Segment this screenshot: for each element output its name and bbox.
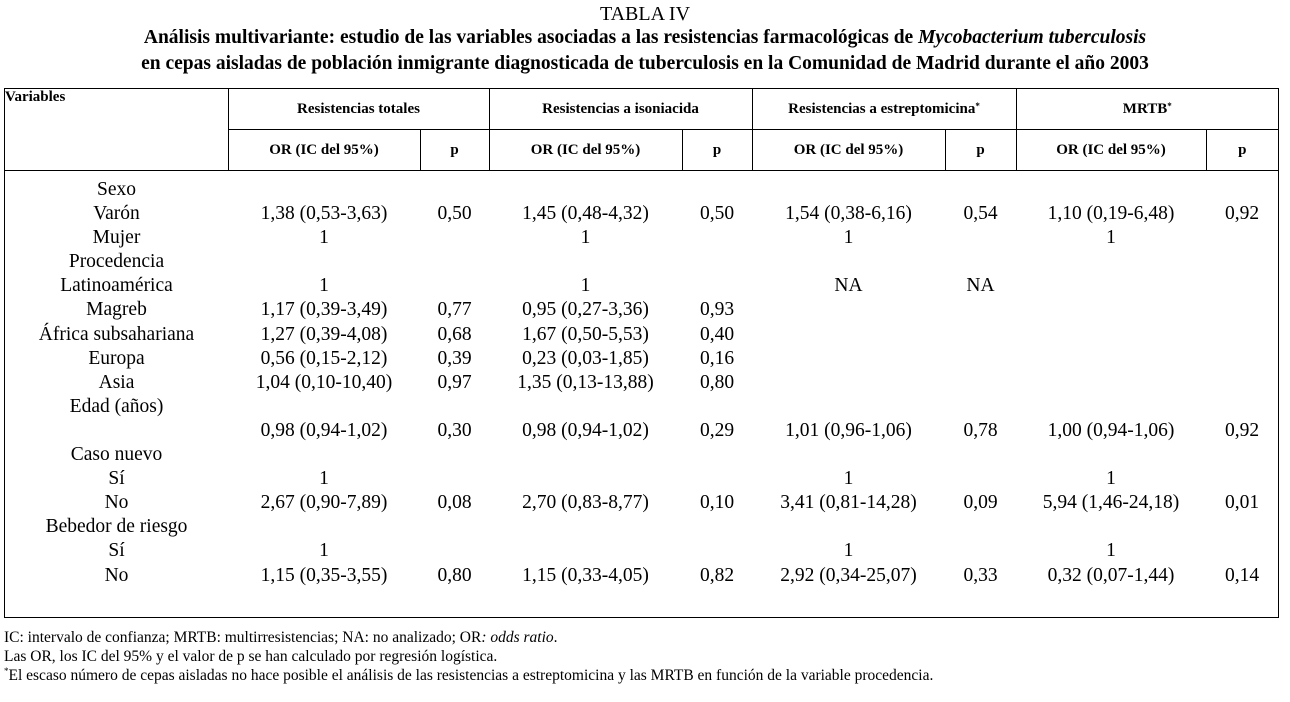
cell-or: 5,94 (1,46-24,18) [1042,492,1180,514]
cell-p: 0,93 [699,299,735,321]
cell-or: 1 [319,540,329,562]
cell-or: 1 [843,468,854,490]
cell-or: 0,23 (0,03-1,85) [522,347,649,369]
subheader-or: OR (IC del 95%) [228,130,420,171]
cell-p: 0,68 [437,323,472,345]
subheader-p: p [945,130,1016,171]
cell-or: 1,00 (0,94-1,06) [1047,419,1175,441]
row-label: No [104,492,129,514]
cell-p: 0,80 [699,371,735,393]
row-label: No [104,564,129,586]
cell-or: 3,41 (0,81-14,28) [780,492,917,514]
cell-p: 0,33 [963,564,998,586]
group-label: Bebedor de riesgo [45,516,188,538]
cell-p: 0,01 [1224,492,1260,514]
row-label: Asia [98,371,135,393]
footnote-method: Las OR, los IC del 95% y el valor de p se han calculado por regresión logística. [4,648,498,665]
row-label: Europa [88,347,145,369]
group-row-bebedor [5,515,1278,539]
table-row [5,371,1278,395]
cell-p: 0,10 [699,492,735,514]
table-row [5,491,1278,515]
subheader-or: OR (IC del 95%) [1016,130,1206,171]
header-resistencias-estreptomicina: Resistencias a estreptomicina* [752,89,1016,130]
table-footnotes [4,628,933,685]
cell-or: 1,04 (0,10-10,40) [255,371,393,393]
group-row-edad [5,395,1278,419]
cell-p: NA [966,275,995,297]
cell-p: 0,92 [1224,419,1260,441]
cell-or: 1 [580,275,591,297]
header-variables: Variables [5,89,228,171]
table-row [5,347,1278,371]
table-row [5,226,1278,250]
cell-p: 0,14 [1224,564,1260,586]
cell-p: 0,92 [1224,203,1260,225]
table-title-block [0,3,1290,77]
cell-or: 1,45 (0,48-4,32) [522,203,649,225]
row-label: Varón [93,203,140,225]
group-label: Sexo [97,179,136,200]
cell-p: 0,50 [699,203,735,225]
cell-or: 1,38 (0,53-3,63) [260,203,388,225]
cell-or: 1,15 (0,35-3,55) [260,564,388,586]
cell-or: 1 [319,227,329,249]
cell-or: 1 [843,540,854,562]
caption-line-1: Análisis multivariante: estudio de las variables asociadas a las resistencias farmacológicas de Mycobacterium tuberculosis [143,27,1147,48]
row-label: Magreb [86,299,147,321]
cell-or: 2,70 (0,83-8,77) [522,492,649,514]
group-row-procedencia [5,250,1278,274]
cell-or: 1 [319,468,329,490]
table-row [5,564,1278,588]
cell-or: 1 [580,227,591,249]
table-row [5,202,1278,226]
row-label: Sí [108,468,125,490]
cell-or: 1,01 (0,96-1,06) [785,419,912,441]
cell-or: 0,32 (0,07-1,44) [1047,564,1175,586]
cell-p: 0,30 [437,419,472,441]
cell-p: 0,80 [437,564,472,586]
cell-p: 0,39 [437,347,472,369]
group-label: Caso nuevo [70,444,163,466]
cell-or: 0,98 (0,94-1,02) [522,419,649,441]
cell-p: 0,16 [699,347,735,369]
cell-or: NA [834,275,863,297]
subheader-p: p [682,130,752,171]
cell-p: 0,97 [437,371,472,393]
data-table [5,89,1278,588]
cell-p: 0,09 [963,492,998,514]
cell-or: 2,92 (0,34-25,07) [780,564,917,586]
header-resistencias-totales: Resistencias totales [228,89,489,130]
group-label: Edad (años) [69,395,164,417]
table-row [5,467,1278,491]
cell-or: 1 [1106,227,1116,249]
cell-p: 0,78 [963,419,998,441]
cell-p: 0,50 [437,203,472,225]
subheader-p: p [420,130,489,171]
row-label: Mujer [92,227,141,249]
table-row [5,419,1278,443]
footnote-asterisk: *El escaso número de cepas aisladas no hace posible el análisis de las resistencias a estreptomicina y las MRTB en función de la variable procedencia. [4,666,934,684]
header-resistencias-isoniacida: Resistencias a isoniacida [489,89,752,130]
cell-or: 1 [843,227,854,249]
cell-or: 1 [1106,468,1116,490]
cell-p: 0,77 [437,299,472,321]
group-row-sexo [5,178,1278,202]
table-number: TABLA IV [599,3,691,25]
header-mrtb: MRTB* [1016,89,1278,130]
cell-p: 0,40 [699,323,735,345]
row-label: Latinoamérica [60,275,173,297]
footnote-mark: * [975,100,980,111]
cell-or: 1 [319,275,329,297]
group-row-caso-nuevo [5,443,1278,467]
caption-line-2: en cepas aisladas de población inmigrante diagnosticada de tuberculosis en la Comunidad de Madrid durante el año 2003 [141,53,1149,74]
row-label: África subsahariana [38,323,195,345]
cell-or: 0,56 (0,15-2,12) [260,347,388,369]
table-row [5,274,1278,298]
cell-or: 1,15 (0,33-4,05) [522,564,649,586]
cell-or: 1 [1106,540,1116,562]
cell-or: 1,27 (0,39-4,08) [260,323,388,345]
cell-or: 0,98 (0,94-1,02) [260,419,388,441]
species-name: Mycobacterium tuberculosis [918,27,1147,48]
footnote-mark: * [1167,100,1172,111]
cell-p: 0,54 [963,203,998,225]
cell-or: 0,95 (0,27-3,36) [522,299,649,321]
cell-or: 1,67 (0,50-5,53) [522,323,649,345]
cell-p: 0,82 [699,564,735,586]
table-row [5,323,1278,347]
cell-or: 1,35 (0,13-13,88) [517,371,654,393]
subheader-or: OR (IC del 95%) [752,130,945,171]
table-caption [0,25,1290,77]
table-row [5,298,1278,322]
cell-or: 2,67 (0,90-7,89) [260,492,388,514]
cell-or: 1,17 (0,39-3,49) [260,299,388,321]
cell-p: 0,08 [437,492,472,514]
footnote-abbreviations: IC: intervalo de confianza; MRTB: multirresistencias; NA: no analizado; OR: odds ratio. [4,629,558,646]
cell-or: 1,54 (0,38-6,16) [785,203,912,225]
table-row [5,539,1278,563]
group-label: Procedencia [68,251,165,273]
cell-or: 1,10 (0,19-6,48) [1047,203,1175,225]
subheader-or: OR (IC del 95%) [489,130,682,171]
cell-p: 0,29 [699,419,735,441]
row-label: Sí [108,540,125,562]
subheader-p: p [1206,130,1278,171]
